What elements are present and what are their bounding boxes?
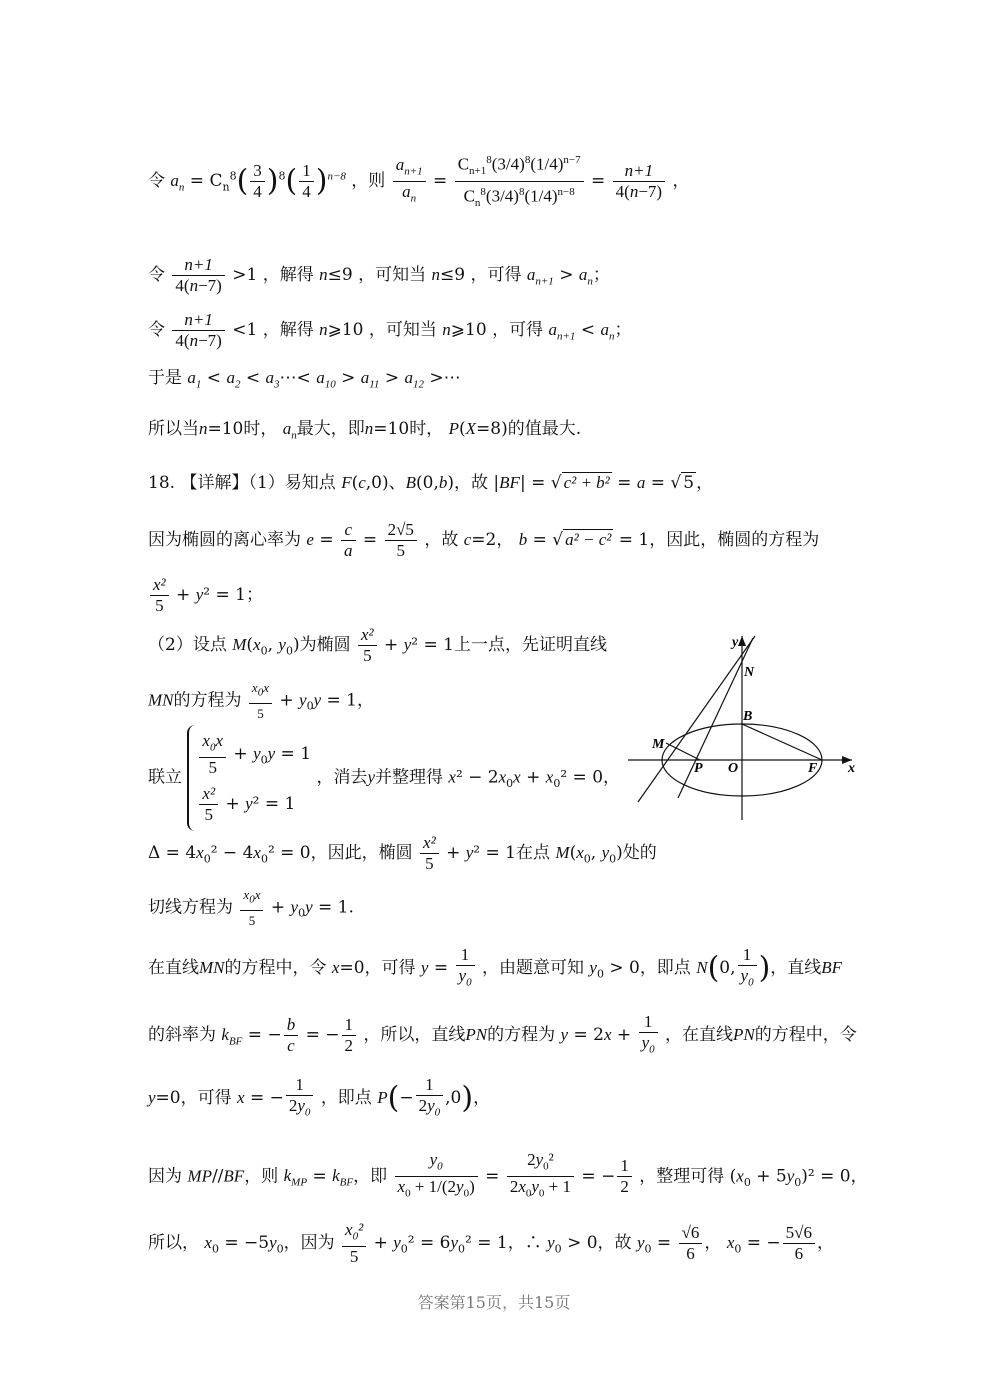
segment-bf [742,724,822,760]
text: 时， [243,419,278,439]
text: 在点 [515,843,550,863]
text: 最大，即 [296,419,365,439]
line-parallel: 因为 MP//BF，则 $k_{MP} = k_{BF}$，即 $\frac{y_0}{x_0 + 1/(2y_0)}$ = $\frac{2y_0^2}{2x_0y_0 + 1}$ = − $\frac{1}{2}$ ，整理可得 $(x_0 + 5y_0)^2 = 0$， [148,1150,868,1200]
label-f: F [808,761,818,776]
text: ，可得 [180,1088,232,1109]
line-mn-equation: MN的方程为 $\frac{x_0x}{5}$ + $y_0y = 1$， [148,680,374,721]
label-x: x [848,761,855,776]
text: ，故 [454,473,489,493]
text: ，故 [597,1233,632,1254]
text: 的方程中，令 [754,1025,857,1046]
y-axis-arrow [738,636,746,646]
text: 在直线 [148,958,199,979]
text: 为椭圆 [299,635,351,655]
text: ，即点 [639,958,691,979]
text: ， [704,1233,722,1254]
text: ，可得 [470,265,522,285]
text: ，在直线 [665,1025,734,1046]
label-o: O [728,761,739,776]
text: ， [696,473,714,493]
text: ，可知当 [368,320,437,340]
label-n: N [744,665,755,680]
line-point-n: 在直线MN的方程中，令 x=0，可得 y = $\frac{1}{y_0}$ ，由题意可知 $y_0 > 0$，即点 N(0, $\frac{1}{y_0}$ )，直线BF [148,945,843,989]
question-number: 18. [148,473,176,493]
line-an-ratio: 令 $a_n = C_n^8$( $\frac{3}{4}$ )$^8$( $\frac{1}{4}$ )$^{n-8}$ ，则 $\frac{a_{n+1}}{a_n}$ = $\frac{C_{n+1}^8(3/4)^8(1/4)^{n-7}}{C_n^8(3/4)^8(1/4)^{n-8}}$ = $\frac{n+1}{4(n-7)}$ ， [148,150,928,213]
line-conclusion-17: 所以当n=10时， $a_n$最大，即n=10时， P(X=8)的值最大. [148,419,582,442]
text: 的方程中，令 [224,958,327,979]
text: ， [672,171,690,192]
line-system: 联立 $\frac{x_0x}{5}$ + $y_0y = 1$ $\frac{\text{x²}}{5}$ + y² = 1 ，消去y并整理得 $x^2 - 2x_0x + x_0^2 = 0$， [148,725,928,831]
text: ， [473,1088,491,1109]
text: 令 [148,171,165,192]
text: 所以当 [148,419,199,439]
line-final: 所以， $x_0 = -5y_0$，因为 $\frac{x_0^2}{5}$ + $y_0^2 = 6y_0^2 = 1$，∴ $y_0 > 0$，故 $y_0$ = $\frac{√6}{6}$ ， $x_0$ = − $\frac{5√6}{6}$ ， [148,1220,834,1267]
text: 并整理得 [374,767,443,788]
line-eccentricity: 因为椭圆的离心率为 e = $\frac{c}{a}$ = $\frac{2√5}{5}$ ，故 c=2， b = √ a² − c² = 1，因此，椭圆的方程为 [148,520,820,560]
line-point-p: y=0，可得 x = − $\frac{1}{2y_0}$ ，即点 P(− $\frac{1}{2y_0}$ ,0)， [148,1075,491,1119]
text: ，整理可得 [639,1166,725,1187]
text: ，解得 [262,265,314,285]
text: ，则 [244,1166,279,1187]
text: 的值最大. [507,419,582,439]
text: 令 [148,320,165,340]
text: ，可得 [492,320,544,340]
line-part2-start: （2）设点 $M(x_0$, $y_0$)为椭圆 $\frac{\text{x²}}{5}$ + y² = 1上一点，先证明直线 [148,625,607,665]
text: 上一点，先证明直线 [453,635,607,655]
text: ，可得 [364,958,416,979]
text: ， [603,767,621,788]
line-tangent: 切线方程为 $\frac{x_0x}{5}$ + $y_0y = 1$. [148,887,354,928]
line-sequence-order: 于是 $a_1 < a_2$ < $a_3\cdots< a_{10} > a_{11} > a_{12}$ >⋯ [148,368,461,391]
text: ，因此，椭圆的方程为 [649,530,820,550]
text: 的斜率为 [148,1025,216,1046]
text: ，因此，椭圆 [310,843,413,863]
text: ，∴ [507,1233,542,1254]
page-footer: 答案第15页，共15页 [417,1293,571,1312]
text: ； [245,585,263,605]
line-q18-part1: 18. 【详解】（1）易知点 F(c,0)、B(0,b)，故 |BF| = √ c² + b² = a = √ 5 ， [148,473,714,493]
text: 处的 [622,843,657,863]
text: ， [817,1233,834,1254]
label-y: y [732,635,739,650]
text: ，因为 [283,1233,335,1254]
text: ，消去 [316,767,368,788]
line-slope-bf: 的斜率为 $k_{BF}$ = − $\frac{b}{c}$ = − $\frac{1}{2}$ ，所以，直线PN的方程为 y = 2x + $\frac{1}{y_0}$ ，在直线PN的方程中，令 [148,1012,857,1056]
text: ，解得 [262,320,314,340]
line-discriminant: $\Delta = 4x_0^2 - 4x_0^2 = 0$，因此，椭圆 $\frac{\text{x²}}{5}$ + y² = 1在点 $M(x_0$, $y_0$)处的 [148,833,657,873]
text: ，即点 [320,1088,372,1109]
text: 因为 [148,1166,182,1187]
text: ，由题意可知 [481,958,584,979]
text: 所以， [148,1233,199,1254]
text: . [348,897,354,918]
text: ，所以，直线 [363,1025,466,1046]
text: ， [496,530,514,550]
line-ellipse-equation: $\frac{\text{x²}}{5}$ + y² = 1； [148,575,928,616]
text: ； [592,265,610,285]
text: ，可知当 [358,265,427,285]
text: ， [850,1166,868,1187]
text: ，则 [351,171,386,192]
text: 令 [148,265,165,285]
ellipse-figure [620,630,860,830]
text: （2）设点 [148,635,227,655]
text: ，即 [353,1166,388,1187]
equation-system: $\frac{x_0x}{5}$ + $y_0y = 1$ $\frac{\text{x²}}{5}$ + y² = 1 [187,725,311,831]
text: 【详解】（1）易知点 [180,473,336,493]
text: 切线方程为 [148,897,233,918]
segment-mp [666,743,700,760]
label-b: B [743,709,753,724]
text: 联立 [148,767,182,788]
text: 的方程为 [173,690,242,711]
tangent-line-mn [638,636,755,802]
label-p: P [694,761,703,776]
text: 的方程为 [487,1025,556,1046]
text: 因为椭圆的离心率为 [148,530,301,550]
line-gt-one: 令 $\frac{n+1}{4(n-7)}$ >1 ，解得 n≤9 ，可知当 n≤9 ，可得 $a_{n+1} > a_n$； [148,255,610,295]
text: ， [357,690,374,711]
line-lt-one: 令 $\frac{n+1}{4(n-7)}$ <1 ，解得 n⩾10 ，可知当 n⩾10 ，可得 $a_{n+1} < a_n$； [148,310,632,350]
text: ，故 [424,530,459,550]
text: ； [614,320,632,340]
text: ，直线 [770,958,822,979]
label-m: M [652,737,665,752]
text: 时， [409,419,444,439]
text: 、 [388,473,406,493]
